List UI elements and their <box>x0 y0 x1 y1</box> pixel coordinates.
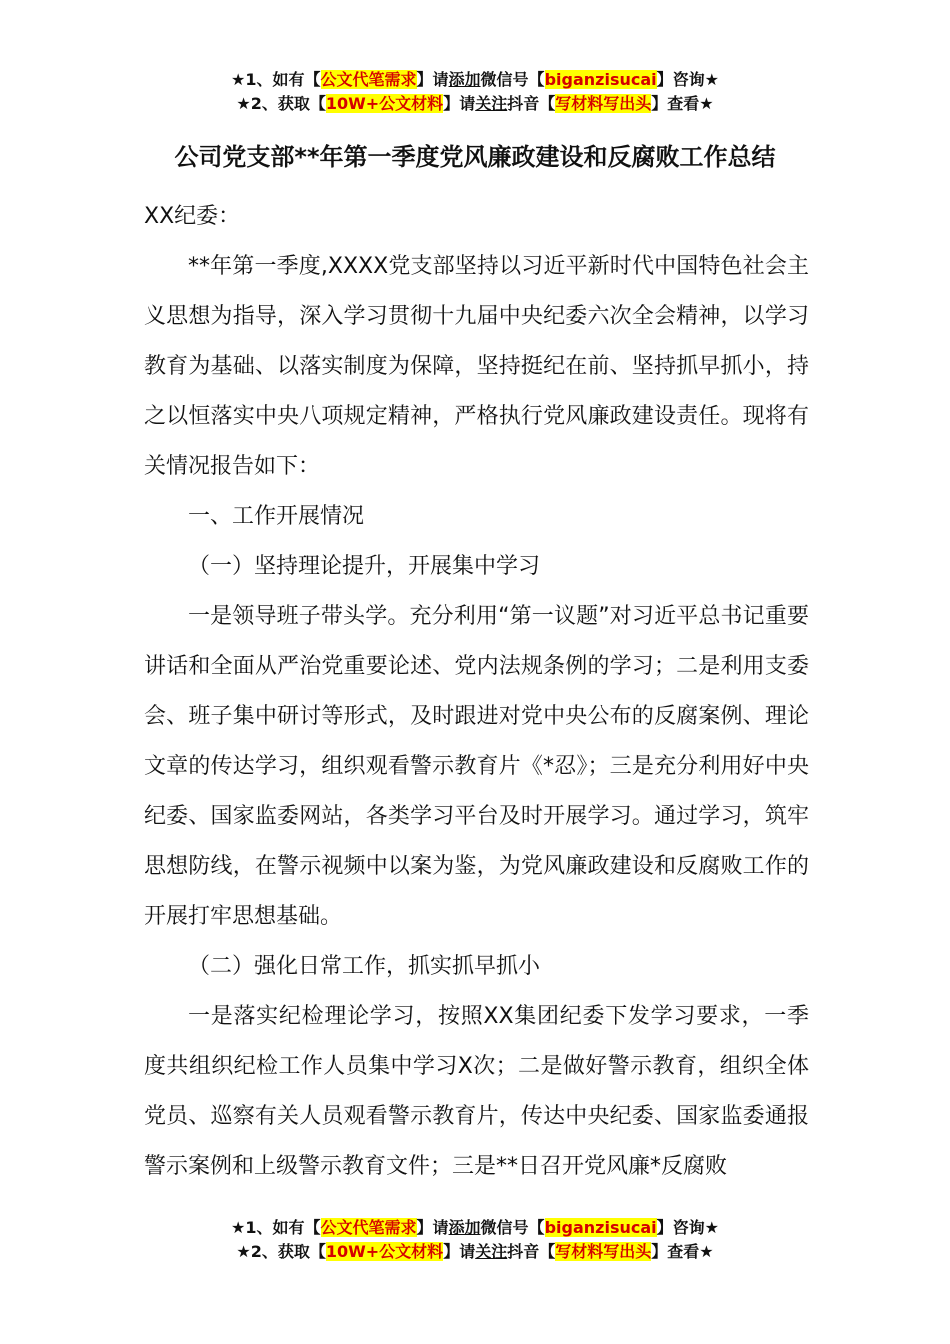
banner-text: 抖音【 <box>507 94 556 113</box>
banner-text: 】咨询★ <box>656 1218 719 1237</box>
document-title: 公司党支部**年第一季度党风廉政建设和反腐败工作总结 <box>174 143 776 171</box>
banner-text: 微信号【 <box>480 1218 545 1237</box>
banner-text: 】咨询★ <box>656 70 719 89</box>
header-banner <box>0 68 950 116</box>
highlight-douyin-account: 写材料写出头 <box>555 1242 652 1261</box>
subsection-heading: （一）坚持理论提升，开展集中学习 <box>188 554 541 579</box>
banner-text: 】查看★ <box>651 94 714 113</box>
section-heading: 一、工作开展情况 <box>188 504 365 529</box>
underlined-text: 关注 <box>475 94 508 113</box>
highlight-service: 公文代笔需求 <box>320 70 417 89</box>
document-body <box>144 192 809 1192</box>
salutation: XX纪委： <box>144 204 241 229</box>
highlight-douyin-account: 写材料写出头 <box>555 94 652 113</box>
banner-text: 】请 <box>443 94 476 113</box>
footer-banner <box>0 1216 950 1264</box>
banner-line-1 <box>0 1216 950 1240</box>
underlined-text: 添加 <box>448 1218 481 1237</box>
banner-text: ★2、获取【 <box>236 94 326 113</box>
banner-text: ★1、如有【 <box>231 1218 321 1237</box>
banner-line-2 <box>0 92 950 116</box>
paragraph-body: 一是落实纪检理论学习，按照XX集团纪委下发学习要求，一季度共组织纪检工作人员集中学习X次；二是做好警示教育，组织全体党员、巡察有关人员观看警示教育片，传达中央纪委、国家监委通报警示案例和上级警示教育文件；三是**日召开党风廉*反腐败 <box>144 1004 809 1179</box>
banner-text: 】查看★ <box>651 1242 714 1261</box>
underlined-text: 添加 <box>448 70 481 89</box>
highlight-wechat-id: biganzisucai <box>544 1218 657 1237</box>
highlight-materials: 10W+公文材料 <box>325 1242 444 1261</box>
subsection-heading: （二）强化日常工作，抓实抓早抓小 <box>188 954 541 979</box>
underlined-text: 关注 <box>475 1242 508 1261</box>
paragraph-body: 一是领导班子带头学。充分利用“第一议题”对习近平总书记重要讲话和全面从严治党重要论述、党内法规条例的学习；二是利用支委会、班子集中研讨等形式，及时跟进对党中央公布的反腐案例、理论文章的传达学习，组织观看警示教育片《*忍》；三是充分利用好中央纪委、国家监委网站，各类学习平台及时开展学习。通过学习，筑牢思想防线，在警示视频中以案为鉴，为党风廉政建设和反腐败工作的开展打牢思想基础。 <box>144 604 809 929</box>
banner-text: 抖音【 <box>507 1242 556 1261</box>
banner-text: 】请 <box>416 70 449 89</box>
highlight-wechat-id: biganzisucai <box>544 70 657 89</box>
banner-text: ★2、获取【 <box>236 1242 326 1261</box>
banner-text: 】请 <box>443 1242 476 1261</box>
banner-line-1 <box>0 68 950 92</box>
banner-text: 微信号【 <box>480 70 545 89</box>
highlight-materials: 10W+公文材料 <box>325 94 444 113</box>
banner-text: ★1、如有【 <box>231 70 321 89</box>
highlight-service: 公文代笔需求 <box>320 1218 417 1237</box>
banner-line-2 <box>0 1240 950 1264</box>
paragraph-intro: **年第一季度,XXXX党支部坚持以习近平新时代中国特色社会主义思想为指导，深入学习贯彻十九届中央纪委六次全会精神，以学习教育为基础、以落实制度为保障，坚持挺纪在前、坚持抓早抓小，持之以恒落实中央八项规定精神，严格执行党风廉政建设责任。现将有关情况报告如下： <box>144 254 809 479</box>
banner-text: 】请 <box>416 1218 449 1237</box>
